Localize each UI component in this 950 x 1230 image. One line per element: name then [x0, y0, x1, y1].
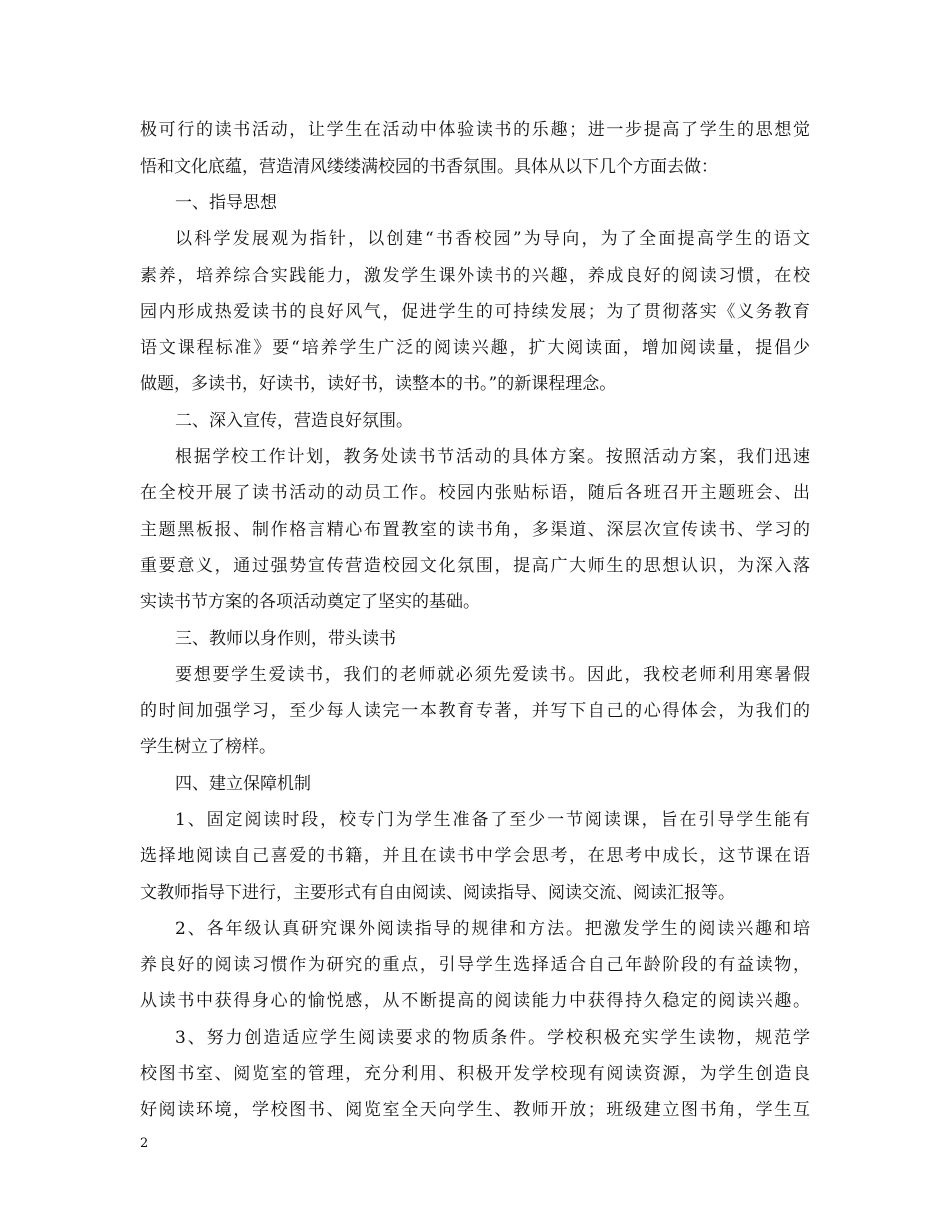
text-line: 园内形成热爱读书的良好风气，促进学生的可持续发展；为了贯彻落实《义务教育 — [140, 302, 810, 322]
text-line: 悟和文化底蕴，营造清风缕缕满校园的书香氛围。具体从以下几个方面去做： — [140, 157, 718, 177]
section-heading: 三、教师以身作则，带头读书 — [175, 629, 396, 649]
text-line: 极可行的读书活动，让学生在活动中体验读书的乐趣；进一步提高了学生的思想觉 — [140, 120, 810, 140]
text-line: 3、努力创造适应学生阅读要求的物质条件。学校积极充实学生读物，规范学 — [175, 1028, 810, 1048]
text-line: 实读书节方案的各项活动奠定了坚实的基础。 — [140, 592, 480, 612]
text-line: 根据学校工作计划，教务处读书节活动的具体方案。按照活动方案，我们迅速 — [175, 447, 810, 467]
text-line: 做题，多读书，好读书，读好书，读整本的书。”的新课程理念。 — [140, 374, 617, 394]
text-line: 文教师指导下进行，主要形式有自由阅读、阅读指导、阅读交流、阅读汇报等。 — [140, 883, 735, 903]
text-line: 2、各年级认真研究课外阅读指导的规律和方法。把激发学生的阅读兴趣和培 — [175, 919, 810, 939]
text-line: 主题黑板报、制作格言精心布置教室的读书角，多渠道、深层次宣传读书、学习的 — [140, 520, 810, 540]
text-line: 语文课程标准》要“培养学生广泛的阅读兴趣，扩大阅读面，增加阅读量，提倡少 — [140, 338, 810, 358]
text-line: 好阅读环境，学校图书、阅览室全天向学生、教师开放；班级建立图书角，学生互 — [140, 1100, 810, 1120]
text-line: 素养，培养综合实践能力，激发学生课外读书的兴趣，养成良好的阅读习惯，在校 — [140, 266, 810, 286]
text-line: 校图书室、阅览室的管理，充分利用、积极开发学校现有阅读资源，为学生创造良 — [140, 1064, 810, 1084]
text-line: 从读书中获得身心的愉悦感，从不断提高的阅读能力中获得持久稳定的阅读兴趣。 — [140, 991, 810, 1011]
text-line: 的时间加强学习，至少每人读完一本教育专著，并写下自己的心得体会，为我们的 — [140, 701, 810, 721]
text-line: 学生树立了榜样。 — [140, 737, 276, 757]
text-line: 以科学发展观为指针，以创建“书香校园”为导向，为了全面提高学生的语文 — [175, 229, 810, 249]
text-line: 重要意义，通过强势宣传营造校园文化氛围，提高广大师生的思想认识，为深入落 — [140, 556, 810, 576]
page-number: 2 — [140, 1136, 149, 1151]
text-line: 要想要学生爱读书，我们的老师就必须先爱读书。因此，我校老师利用寒暑假 — [175, 665, 810, 685]
text-line: 养良好的阅读习惯作为研究的重点，引导学生选择适合自己年龄阶段的有益读物， — [140, 955, 810, 975]
text-line: 1、固定阅读时段，校专门为学生准备了至少一节阅读课，旨在引导学生能有 — [175, 810, 810, 830]
text-line: 在全校开展了读书活动的动员工作。校园内张贴标语，随后各班召开主题班会、出 — [140, 483, 810, 503]
section-heading: 二、深入宣传，营造良好氛围。 — [175, 411, 413, 431]
section-heading: 一、指导思想 — [175, 193, 277, 213]
section-heading: 四、建立保障机制 — [175, 774, 311, 794]
text-line: 选择地阅读自己喜爱的书籍，并且在读书中学会思考，在思考中成长，这节课在语 — [140, 846, 810, 866]
